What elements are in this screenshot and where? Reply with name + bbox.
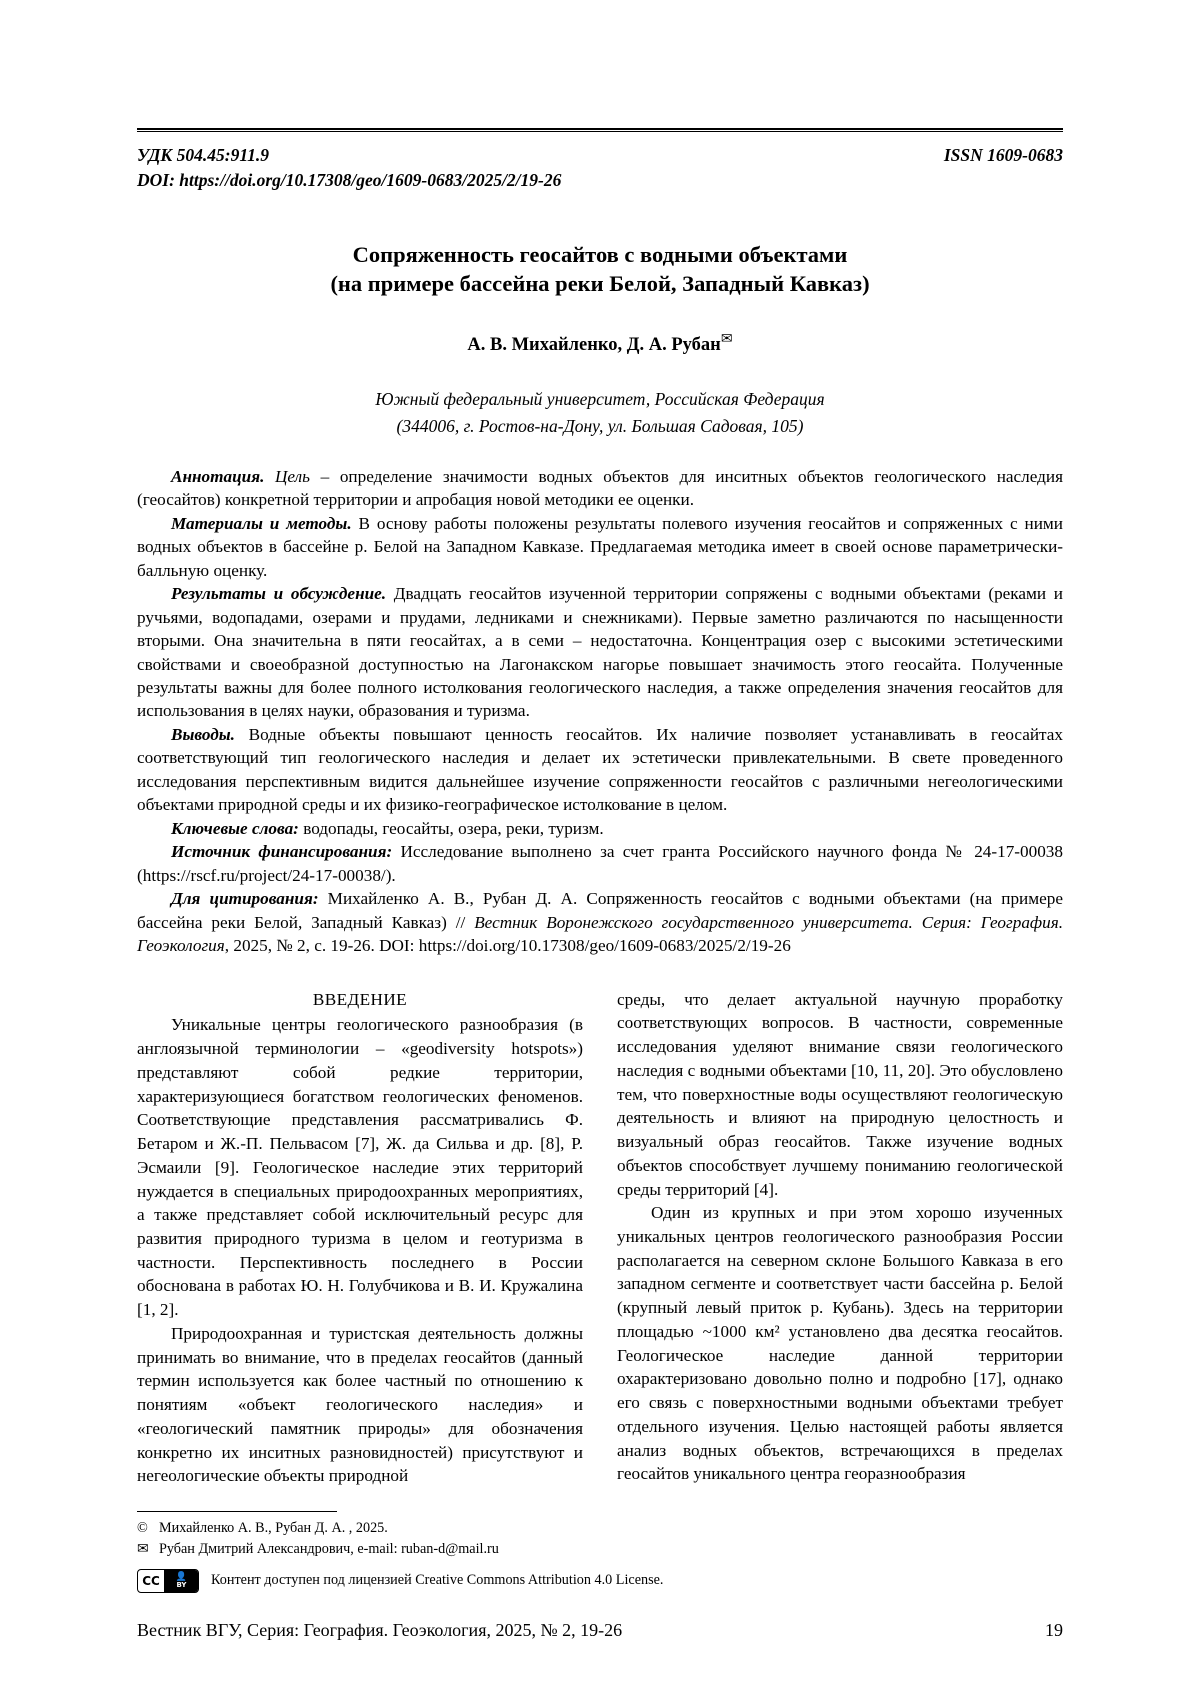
body-column-right [617,988,1063,1488]
abstract-annotation-lead: Цель [275,466,310,486]
body-paragraph: Уникальные центры геологического разнообразия (в англоязычной терминологии – «geodiversity hotspots») представляют собой редкие территории, характеризующиеся богатством геологических феноменов. Соответствующие представления рассматривались Ф. Бетаром и Ж.-П. Пельвасом [7], Ж. да Сильва и др. [8], Р. Эсмаили [9]. Геологическое наследие этих территорий нуждается в специальных природоохранных мероприятиях, а также представляет собой исключительный ресурс для развития природного туризма в целом и геотуризма в частности. Перспективность последнего в России обоснована в работах Ю. Н. Голубчикова и В. И. Кружалина [1, 2]. [137,1015,583,1320]
body-paragraph: Природоохранная и туристская деятельность должны принимать во внимание, что в пределах геосайтов (данный термин используется как более частный по отношению к понятиям «объект геологического наследия» и «геологический памятник природы» для обозначения конкретно их инситных разновидностей) присутствуют и негеологические объекты природной [137,1323,583,1486]
cc-by-label: BY [176,1580,187,1589]
abstract-block [137,465,1063,958]
page-title [137,240,1063,299]
affiliation [137,386,1063,439]
affiliation-line-1: Южный федеральный университет, Российская Федерация [375,389,825,410]
abstract-citation-journal: Вестник Воронежского государственного университета. Серия: География. Геоэкология [137,912,1063,956]
affiliation-line-2: (344006, г. Ростов-на-Дону, ул. Большая Садовая, 105) [396,415,804,436]
person-icon: 👤 [175,1571,188,1582]
abstract-conclusions [137,723,1063,817]
abstract-citation-text-1: Михайленко А. В., Рубан Д. А. Сопряженность геосайтов с водными объектами (на примере бассейна реки Белой, Западный Кавказ) // [137,889,1063,932]
abstract-annotation [137,465,1063,512]
section-heading-introduction: ВВЕДЕНИЕ [312,989,408,1009]
title-line-2: (на примере бассейна реки Белой, Западный Кавказ) [330,271,870,297]
abstract-annotation-text: – определение значимости водных объектов для инситных объектов геологического наследия (геосайтов) конкретной территории и апробация новой методики ее оценки. [137,466,1063,510]
cc-mark: CC [138,1570,165,1592]
copyright-text: Михайленко А. В., Рубан Д. А. , 2025. [159,1520,388,1536]
author-names: А. В. Михайленко, Д. А. Рубан [467,335,721,356]
abstract-results-label: Результаты и обсуждение. [171,584,387,604]
udc-code: УДК 504.45:911.9 [137,145,270,165]
doi-link[interactable]: DOI: https://doi.org/10.17308/geo/1609-0683/2025/2/19-26 [137,170,562,191]
body-paragraph: Один из крупных и при этом хорошо изученных уникальных центров геологического разнообразия России располагается на северном склоне Большого Кавказа в его западном сегменте и соответствует части бассейна р. Белой (крупный левый приток р. Кубань). Здесь на территории площадью ~1000 км² установлено два десятка геосайтов. Геологическое наследие данной территории охарактеризовано довольно полно и подробно [17], однако его связь с поверхностными водными объектами требует отдельного изучения. Целью настоящей работы является анализ водных объектов, встречающихся в пределах геосайтов уникального центра георазнообразия [617,1203,1063,1484]
email-text[interactable]: Рубан Дмитрий Александрович, e-mail: ruban-d@mail.ru [159,1541,499,1558]
abstract-keywords-label: Ключевые слова: [171,818,299,838]
header-rule [137,128,1063,132]
abstract-conclusions-label: Выводы. [171,724,235,744]
body-columns [137,988,1063,1488]
abstract-citation [137,887,1063,957]
body-paragraph: среды, что делает актуальной научную проработку соответствующих вопросов. В частности, современные исследования уделяют внимание связи геологического наследия с водными объектами [10, 11, 20]. Это обусловлено тем, что поверхностные воды осуществляют геологическую деятельность и влияют на природную целостность и визуальный образ геосайтов. Также изучение водных объектов способствует лучшему пониманию геологической среды территорий [4]. [617,989,1063,1199]
footnote-email [137,1539,1063,1560]
creative-commons-icon[interactable] [137,1569,199,1593]
license-row [137,1569,1063,1593]
page-content [137,0,1063,1488]
envelope-icon: ✉ [137,1541,149,1558]
abstract-keywords-text: водопады, геосайты, озера, реки, туризм. [298,818,604,838]
abstract-results-text: Двадцать геосайтов изученной территории сопряжены с водными объектами (реками и ручьями, водопадами, озерами и прудами, ледниками и снежниками). Первые заметно различаются по насыщенности вторыми. Она значительна в пяти геосайтах, а в семи – недостаточна. Концентрация озер с высокими эстетическими свойствами и своеобразной доступностью на Лагонакском нагорье повышает значимость этого геосайта. Полученные результаты важны для более полного истолкования геологического наследия, а также определения значения геосайтов для использования в целях науки, образования и туризма. [137,584,1063,721]
body-column-left [137,988,583,1488]
title-line-1: Сопряженность геосайтов с водными объектами [352,241,848,267]
footer-journal-line: Вестник ВГУ, Серия: География. Геоэкология, 2025, № 2, 19-26 [137,1620,623,1640]
envelope-icon: ✉ [720,332,733,348]
abstract-materials-text: В основу работы положены результаты полевого изучения геосайтов и сопряженных с ними водных объектов в бассейне р. Белой на Западном Кавказе. Предлагаемая методика имеет в своей основе параметрически-балльную оценку. [137,513,1064,580]
abstract-funding [137,840,1063,887]
footnote-rule [137,1511,337,1512]
issn-code: ISSN 1609-0683 [943,145,1063,165]
abstract-materials-label: Материалы и методы. [171,513,352,533]
abstract-materials [137,512,1063,582]
abstract-funding-label: Источник финансирования: [171,842,393,862]
abstract-citation-text-2: , 2025, № 2, с. 19-26. DOI: https://doi.org/10.17308/geo/1609-0683/2025/2/19-26 [224,936,791,956]
abstract-keywords [137,817,1063,840]
copyright-icon: © [137,1520,148,1536]
author-list [137,331,1063,356]
abstract-funding-text: Исследование выполнено за счет гранта Российского научного фонда № 24-17-00038 (https://rscf.ru/project/24-17-00038/). [137,842,1063,885]
abstract-results [137,582,1063,723]
abstract-annotation-label: Аннотация. [171,466,265,486]
page-footer [137,1620,1063,1641]
footnotes-block [137,1511,1063,1593]
footnote-copyright [137,1518,1063,1539]
footer-page-number: 19 [1045,1620,1063,1640]
header-meta [137,143,1063,194]
abstract-conclusions-text: Водные объекты повышают ценность геосайтов. Их наличие позволяет устанавливать в геосайтах соответствующий тип геологического наследия и делает их эстетически привлекательными. В свете проведенного исследования перспективным видится дальнейшее изучение сопряженности геосайтов с различными негеологическими объектами природной среды и их физико-географическое истолкование в целом. [137,724,1063,815]
abstract-citation-label: Для цитирования: [171,889,319,909]
cc-by-mark [165,1570,198,1592]
license-text: Контент доступен под лицензией Creative Commons Attribution 4.0 License. [211,1571,664,1588]
